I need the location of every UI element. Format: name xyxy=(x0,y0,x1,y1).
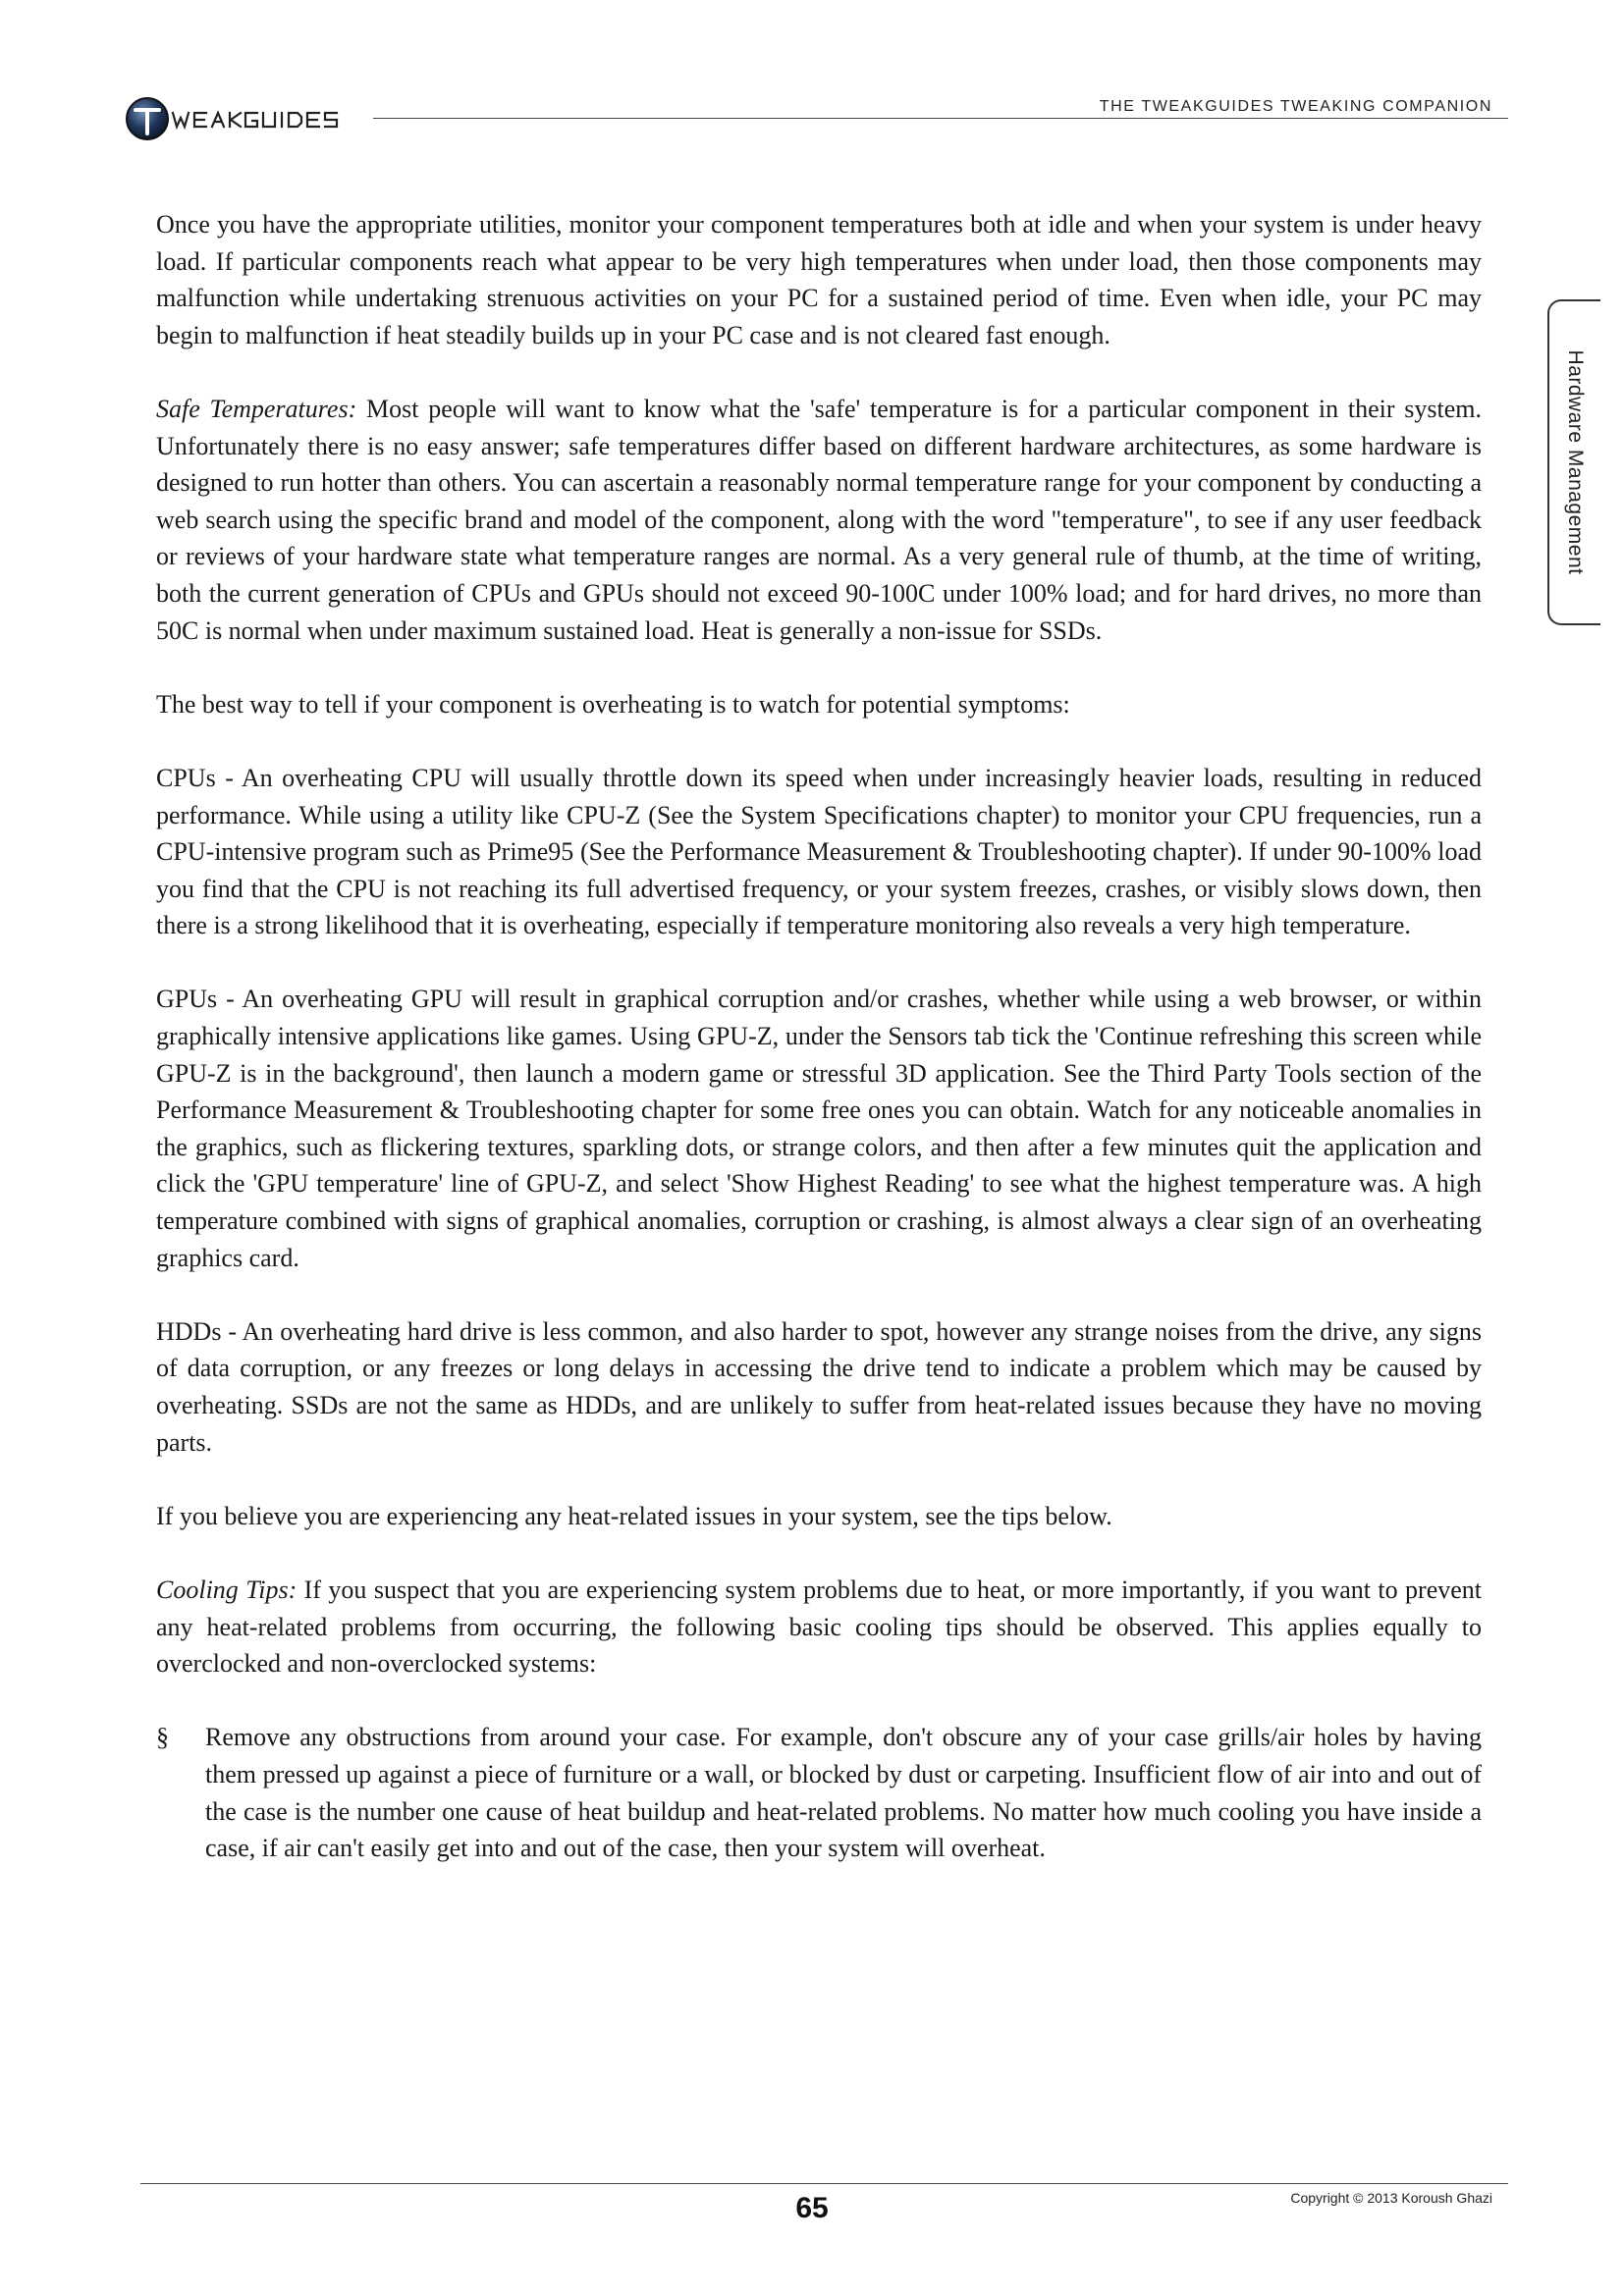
copyright-notice: Copyright © 2013 Koroush Ghazi xyxy=(1290,2190,1492,2206)
cooling-tips-text: If you suspect that you are experiencing system problems due to heat, or more importantly, if you want to prevent any heat-related problems from occurring, the following basic cooling tips should be observed. This applies equally to overclocked and non-overclocked systems: xyxy=(156,1575,1482,1679)
safe-temperatures-lead: Safe Temperatures: xyxy=(156,394,357,423)
paragraph-tips-intro: If you believe you are experiencing any heat-related issues in your system, see the tips below. xyxy=(156,1501,1112,1530)
header-title: THE TWEAKGUIDES TWEAKING COMPANION xyxy=(1099,98,1492,115)
safe-temperatures-text: Most people will want to know what the 'safe' temperature is for a particular component in their system. Unfortunately there is no easy answer; safe temperatures differ based on different hardware architectures, as some hardware is designed to run hotter than others. You can ascertain a reasonably normal temperature range for your component by conducting a web search using the specific brand and model of the component, along with the word "temperature", to see if any user feedback or reviews of your hardware state what temperature ranges are normal. As a very general rule of thumb, at the time of writing, both the current generation of CPUs and GPUs should not exceed 90-100C under 100% load; and for hard drives, no more than 50C is normal when under maximum sustained load. Heat is generally a non-issue for SSDs. xyxy=(156,394,1482,645)
chapter-side-tab xyxy=(1547,299,1600,625)
paragraph-cooling-tips xyxy=(156,1572,1482,1682)
bullet-mark: § xyxy=(156,1723,169,1752)
tweakguides-logo xyxy=(124,94,359,143)
page-number: 65 xyxy=(795,2192,829,2224)
page-body xyxy=(156,206,1482,1867)
chapter-side-tab-label: Hardware Management xyxy=(1564,349,1587,575)
paragraph-gpus: GPUs - An overheating GPU will result in graphical corruption and/or crashes, whether while using a web browser, or within graphically intensive applications like games. Using GPU-Z, under the Sensors tab tick the 'Continue refreshing this screen while GPU-Z is in the background', then launch a modern game or stressful 3D application. See the Third Party Tools section of the Performance Measurement & Troubleshooting chapter for some free ones you can obtain. Watch for any noticeable anomalies in the graphics, such as flickering textures, sparkling dots, or strange colors, and then after a few minutes quit the application and click the 'GPU temperature' line of GPU-Z, and select 'Show Highest Reading' to see what the highest temperature was. A high temperature combined with signs of graphical anomalies, corruption or crashing, is almost always a clear sign of an overheating graphics card. xyxy=(156,985,1482,1272)
cooling-tips-lead: Cooling Tips: xyxy=(156,1575,298,1604)
list-item xyxy=(156,1719,1482,1866)
paragraph-hdds: HDDs - An overheating hard drive is less common, and also harder to spot, however any strange noises from the drive, any signs of data corruption, or any freezes or long delays in accessing the drive tend to indicate a problem which may be caused by overheating. SSDs are not the same as HDDs, and are unlikely to suffer from heat-related issues because they have no moving parts. xyxy=(156,1316,1482,1457)
paragraph-monitoring: Once you have the appropriate utilities, monitor your component temperatures both at idle and when your system is under heavy load. If particular components reach what appear to be very high temperatures when under load, then those components may malfunction while undertaking strenuous activities on your PC for a sustained period of time. Even when idle, your PC may begin to malfunction if heat steadily builds up in your PC case and is not cleared fast enough. xyxy=(156,210,1482,349)
footer-divider xyxy=(140,2183,1508,2184)
bullet-text: Remove any obstructions from around your case. For example, don't obscure any of your case grills/air holes by having them pressed up against a piece of furniture or a wall, or blocked by dust or carpeting. Insufficient flow of air into and out of the case is the number one cause of heat buildup and heat-related problems. No matter how much cooling you have inside a case, if air can't easily get into and out of the case, then your system will overheat. xyxy=(205,1723,1482,1863)
logo-icon xyxy=(124,94,359,143)
header-divider xyxy=(373,118,1508,119)
paragraph-symptoms-intro: The best way to tell if your component is overheating is to watch for potential symptoms: xyxy=(156,689,1070,719)
paragraph-cpus: CPUs - An overheating CPU will usually throttle down its speed when under increasingly heavier loads, resulting in reduced performance. While using a utility like CPU-Z (See the System Specifications chapter) to monitor your CPU frequencies, run a CPU-intensive program such as Prime95 (See the Performance Measurement & Troubleshooting chapter). If under 90-100% load you find that the CPU is not reaching its full advertised frequency, or your system freezes, crashes, or visibly slows down, then there is a strong likelihood that it is overheating, especially if temperature monitoring also reveals a very high temperature. xyxy=(156,763,1482,940)
paragraph-safe-temperatures xyxy=(156,391,1482,649)
